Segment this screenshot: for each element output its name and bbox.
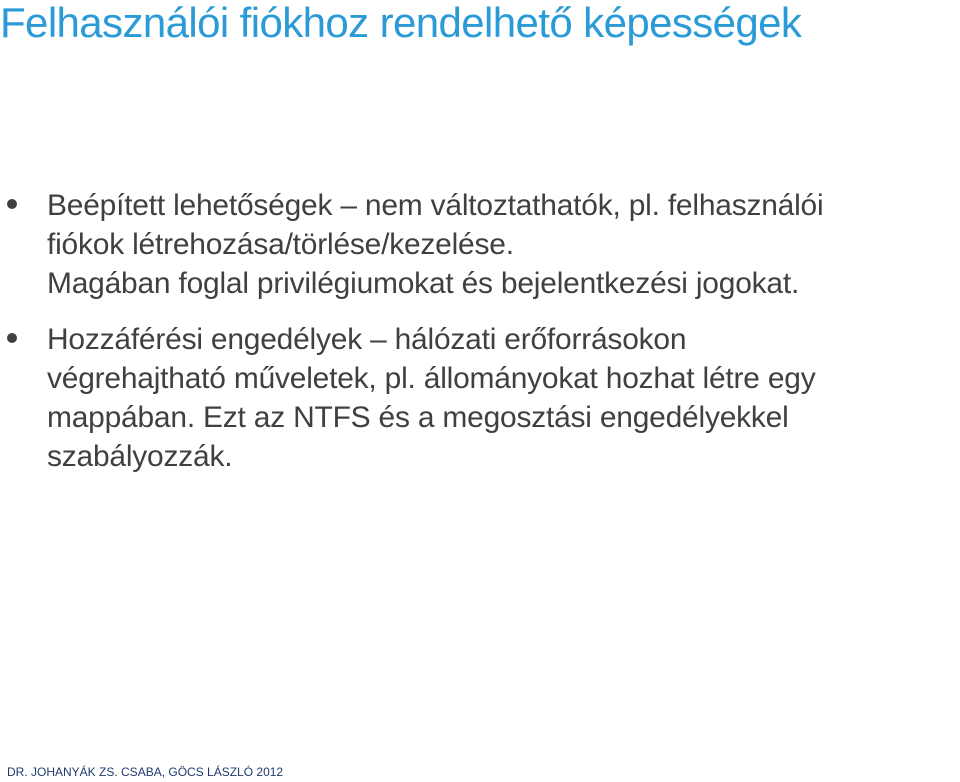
bullet-item-access-permissions — [0, 320, 960, 476]
bullet-dot-icon — [7, 199, 17, 209]
bullet-line: fiókok létrehozása/törlése/kezelése. — [47, 228, 514, 261]
bullet-list — [0, 186, 960, 476]
slide-footer: DR. JOHANYÁK ZS. CSABA, GÖCS LÁSZLÓ 2012 — [7, 765, 284, 779]
bullet-line: végrehajtható műveletek, pl. állományokat hozhat létre egy — [47, 362, 816, 395]
bullet-line: Magában foglal privilégiumokat és bejelentkezési jogokat. — [47, 267, 800, 300]
bullet-line: Beépített lehetőségek – nem változtathatók, pl. felhasználói — [47, 189, 824, 222]
bullet-item-builtin-rights — [0, 186, 960, 303]
bullet-line: mappában. Ezt az NTFS és a megosztási engedélyekkel — [47, 401, 789, 434]
bullet-dot-icon — [7, 333, 17, 343]
bullet-line: Hozzáférési engedélyek – hálózati erőforrásokon — [47, 323, 687, 356]
slide-title: Felhasználói fiókhoz rendelhető képességek — [0, 0, 802, 46]
bullet-line: szabályozzák. — [47, 440, 233, 473]
